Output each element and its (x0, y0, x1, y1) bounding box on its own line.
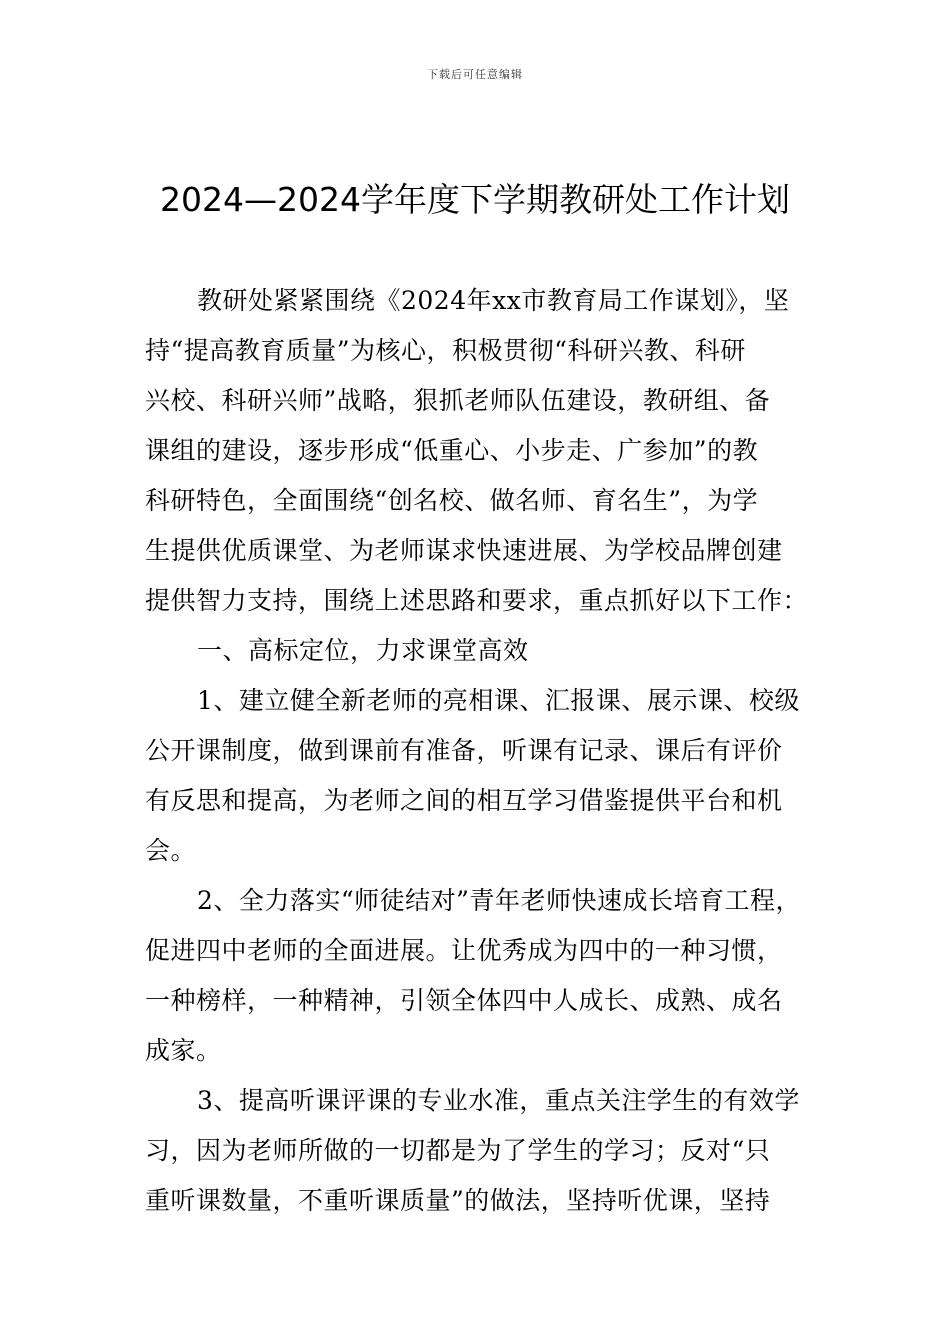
section-heading: 一、高标定位，力求课堂高效 (197, 636, 529, 665)
paragraph-line: 科研特色，全面围绕“创名校、做名师、育名生”，为学 (145, 486, 759, 515)
paragraph-line: 教研处紧紧围绕《2024年xx市教育局工作谋划》，坚 (197, 286, 790, 315)
paragraph-line: 1、建立健全新老师的亮相课、汇报课、展示课、校级 (197, 686, 800, 715)
paragraph-line: 促进四中老师的全面进展。让优秀成为四中的一种习惯， (145, 936, 783, 965)
paragraph-line: 提供智力支持，围绕上述思路和要求，重点抓好以下工作： (145, 586, 809, 615)
paragraph-line: 生提供优质课堂、为老师谋求快速进展、为学校品牌创建 (145, 536, 783, 565)
paragraph-line: 兴校、科研兴师”战略，狠抓老师队伍建设，教研组、备 (145, 386, 771, 415)
paragraph-line: 课组的建设，逐步形成“低重心、小步走、广参加”的教 (145, 436, 759, 465)
paragraph-line: 持“提高教育质量”为核心，积极贯彻“科研兴教、科研 (145, 336, 746, 365)
paragraph-line: 公开课制度，做到课前有准备，听课有记录、课后有评价 (145, 736, 783, 765)
paragraph-line: 会。 (145, 836, 197, 865)
paragraph-line: 习，因为老师所做的一切都是为了学生的学习；反对“只 (145, 1136, 771, 1165)
paragraph-line: 成家。 (145, 1036, 222, 1065)
paragraph-line: 一种榜样，一种精神，引领全体四中人成长、成熟、成名 (145, 986, 783, 1015)
paragraph-line: 2、全力落实“师徒结对”青年老师快速成长培育工程， (197, 886, 801, 915)
document-body (145, 276, 807, 1226)
header-note: 下载后可任意编辑 (427, 68, 523, 81)
document-title: 2024—2024学年度下学期教研处工作计划 (160, 180, 790, 219)
paragraph-line: 重听课数量，不重听课质量”的做法，坚持听优课，坚持 (145, 1186, 771, 1215)
paragraph-line: 有反思和提高，为老师之间的相互学习借鉴提供平台和机 (145, 786, 783, 815)
paragraph-line: 3、提高听课评课的专业水准，重点关注学生的有效学 (197, 1086, 800, 1115)
